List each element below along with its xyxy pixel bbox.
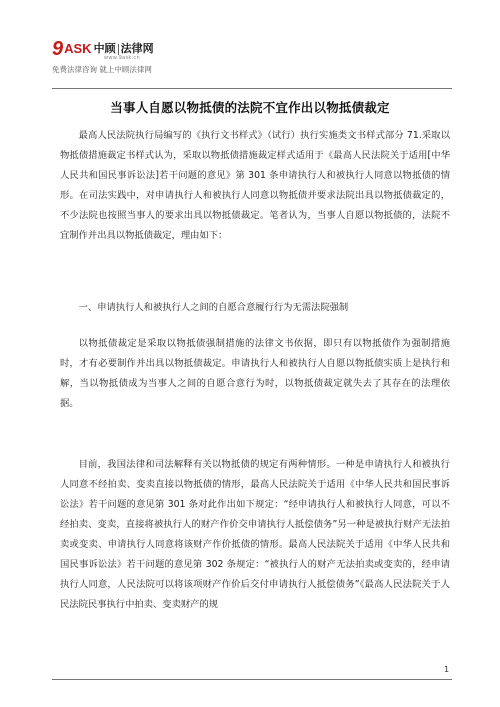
paragraph-text: 最高人民法院执行局编写的《执行文书样式》（试行）执行实施类文书样式部分 71.采取以物抵债措施裁定书样式认为，采取以物抵债措施裁定样式适用于《最高人民法院关于适用[中华人民共和国民事诉讼法]若干问题的意见》第 301 条申请执行人和被执行人同意以物抵债的情形。在司法实践中，对申请执行人和被执行人同意以物抵债并要求法院出具以物抵债裁定的，不少法院也按照当事人的要求出具以物抵债裁定。笔者认为，当事人自愿以物抵债的，法院不宜制作并出具以物抵债裁定，理由如下： <box>60 130 450 241</box>
paragraph-text: 目前，我国法律和司法解释有关以物抵债的规定有两种情形。一种是申请执行人和被执行人同意不经拍卖、变卖直接以物抵债的情形，最高人民法院关于适用《中华人民共和国民事诉讼法》若干问题的意见第 301 条对此作出如下规定：“经申请执行人和被执行人同意，可以不经拍卖、变卖，直接将被执行人的财产作价交申请执行人抵偿债务”另一种是被执行财产无法拍卖或变卖、申请执行人同意将该财产作价抵债的情形。最高人民法院关于适用《中华人民共和国民事诉讼法》若干问题的意见第 302 条规定：“被执行人的财产无法拍卖或变卖的，经申请执行人同意，人民法院可以将该项财产作价后交付申请执行人抵偿债务”《最高人民法院关于人民法院民事执行中拍卖、变卖财产的规 <box>60 459 450 610</box>
logo-site-name: 中顾 <box>93 42 116 55</box>
logo-ask: ASK <box>64 41 92 56</box>
section-heading-1 <box>60 298 450 318</box>
page-number: 1 <box>444 665 450 674</box>
footer-divider <box>52 679 452 680</box>
logo-brand-name: 法律网 <box>120 42 154 55</box>
paragraph-text: 以物抵债裁定是采取以物抵债强制措施的法律文书依据，即只有以物抵债作为强制措施时，才有必要制作并出具以物抵债裁定。申请执行人和被执行人自愿以物抵债实质上是执行和解，当以物抵债成为当事人之间的自愿合意行为时，以物抵债裁定就失去了其存在的法理依据。 <box>60 338 450 409</box>
logo-number: 9 <box>52 38 64 60</box>
document-title: 当事人自愿以物抵债的法院不宜作出以物抵债裁定 <box>110 100 390 115</box>
logo-divider <box>118 44 119 55</box>
logo-url: www.9ask.cn <box>104 55 140 61</box>
body-paragraph-3 <box>60 455 450 615</box>
section-heading-text: 一、申请执行人和被执行人之间的自愿合意履行行为无需法院强制 <box>78 302 349 313</box>
body-paragraph-2 <box>60 334 450 414</box>
body-paragraph-1 <box>60 126 450 246</box>
header-divider <box>52 88 452 89</box>
site-header <box>52 40 202 74</box>
header-slogan: 免费法律咨询 就上中顾法律网 <box>52 65 152 74</box>
